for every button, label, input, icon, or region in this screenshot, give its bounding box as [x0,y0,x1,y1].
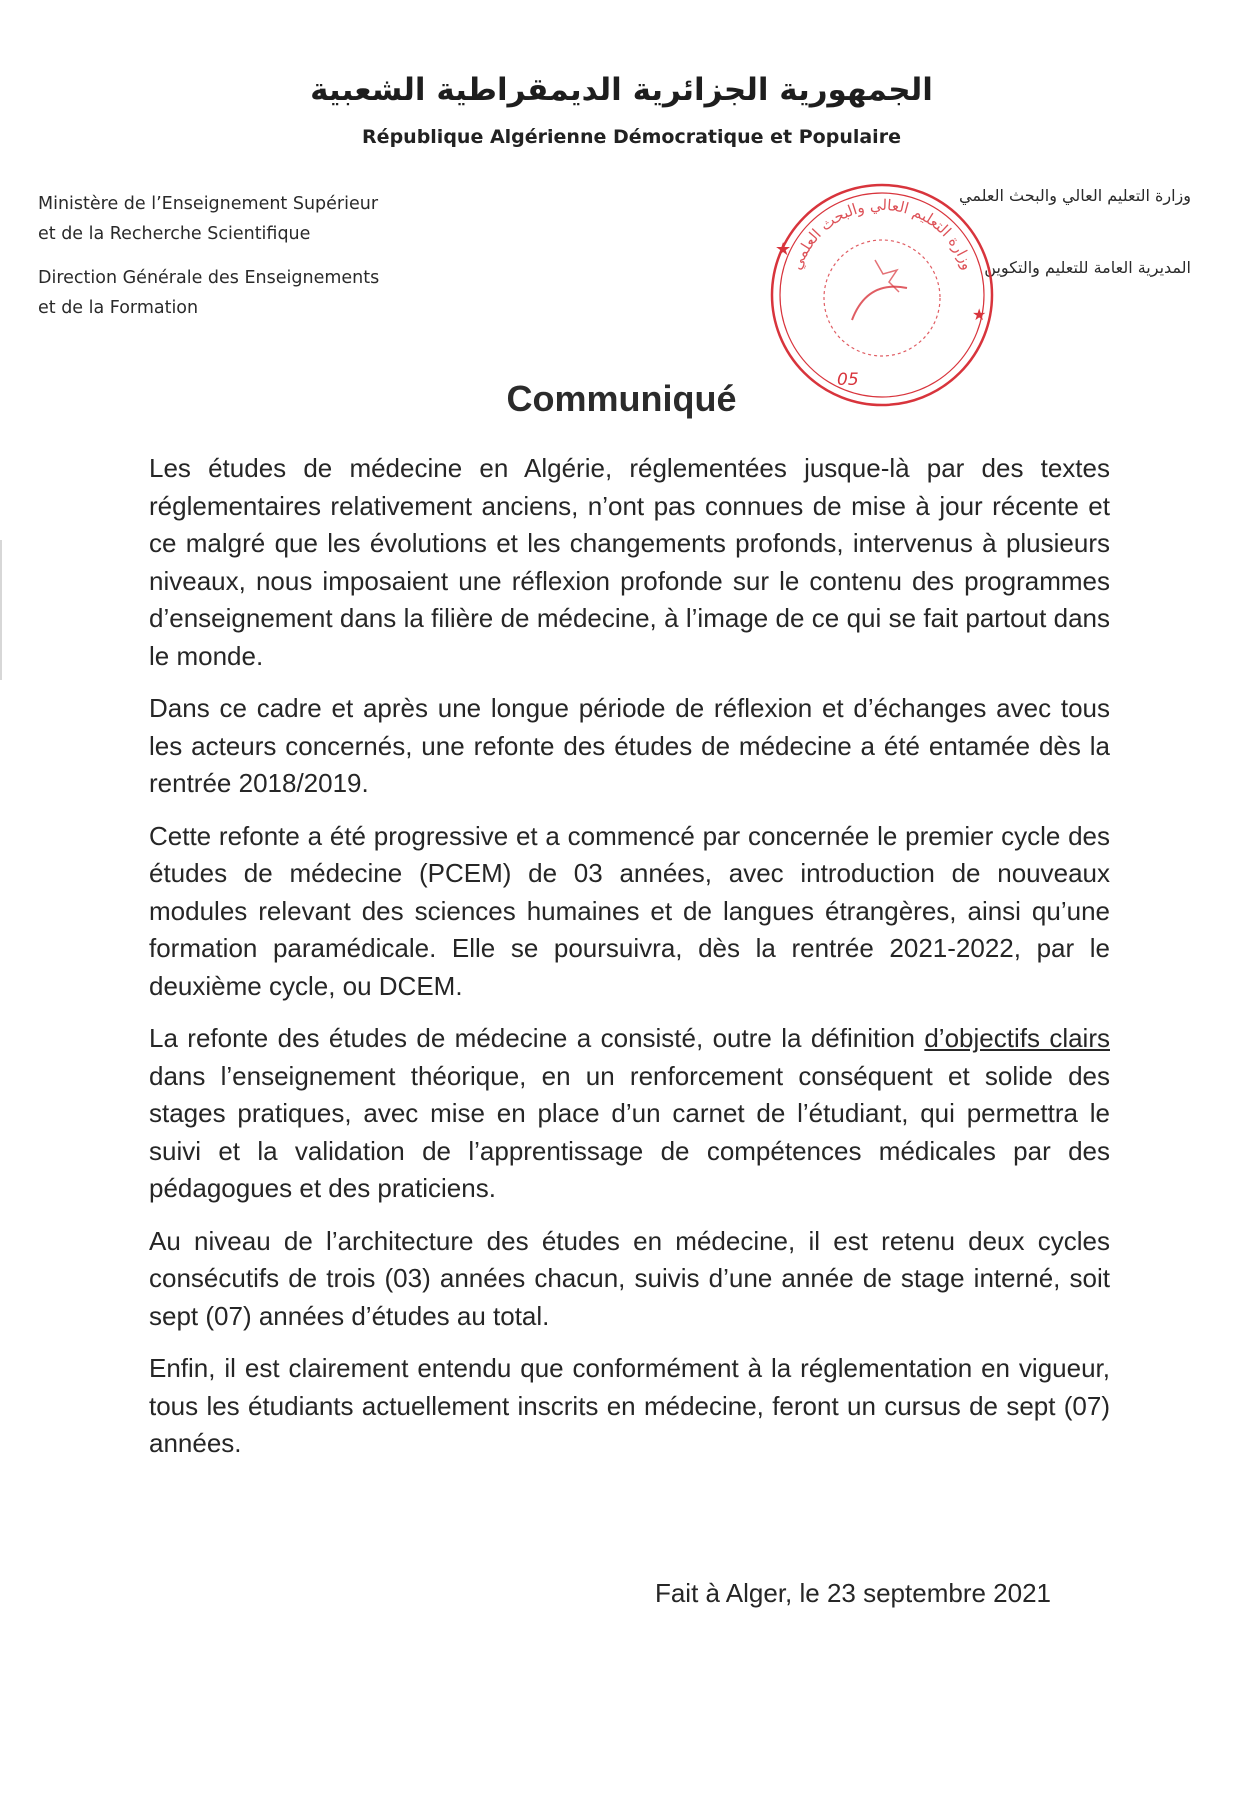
star-icon: ★ [775,239,792,260]
ministry-french-block [38,189,458,323]
ministry-line: et de la Recherche Scientifique [38,224,311,244]
paragraph-1: Les études de médecine en Algérie, réglementées jusque-là par des textes réglementaires relativement anciens, n’ont pas connues de mise à jour récente et ce malgré que les évolutions et les changements profonds, intervenus à plusieurs niveaux, nous imposaient une réflexion profonde sur le contenu des programmes d’enseignement dans la filière de médecine, à l’image de ce qui se fait partout dans le monde. [149,453,1110,671]
stamp-inner-ring [780,193,987,397]
paragraph-3: Cette refonte a été progressive et a commencé par concernée le premier cycle des études de médecine (PCEM) de 03 années, avec introduction de nouveaux modules relevant des sciences humaines et de langues étrangères, ainsi qu’une formation paramédicale. Elle se poursuivra, dès la rentrée 2021-2022, par le deuxième cycle, ou DCEM. [149,820,1110,1001]
star-icon: ★ [972,305,987,324]
stamp-emblem-ring [824,240,940,356]
direction-line: et de la Formation [38,298,199,318]
underlined-objectives: d’objectifs clairs [924,1023,1110,1053]
paragraph-4-end: dans l’enseignement théorique, en un renforcement conséquent et solide des stages pratiques, avec mise en place d’un carnet de l’étudiant, qui permettra le suivi et la validation de l’apprentissage de compétences médicales par des pédagogues et des praticiens. [149,1060,1110,1203]
paragraph-5: Au niveau de l’architecture des études en médecine, il est retenu deux cycles consécutifs de trois (03) années chacun, suivis d’une année de stage interné, soit sept (07) années d’études au total. [149,1225,1110,1331]
stamp-text: وزارة التعليم العالي والبحث العلمي [787,195,977,273]
stamp-number: 05 [837,370,859,390]
arabic-republic-title: الجمهورية الجزائرية الديمقراطية الشعبية [310,72,933,108]
paragraph-6: Enfin, il est clairement entendu que conformément à la réglementation en vigueur, tous les étudiants actuellement inscrits en médecine, feront un cursus de sept (07) années. [149,1353,1110,1458]
paragraph-2: Dans ce cadre et après une longue période de réflexion et d’échanges avec tous les acteurs concernés, une refonte des études de médecine a été entamée dès la rentrée 2018/2019. [149,693,1110,798]
paragraph-4-start: La refonte des études de médecine a consisté, outre la définition [149,1023,915,1053]
place-date-signature: Fait à Alger, le 23 septembre 2021 [654,1578,1051,1608]
scan-edge-mark [0,540,2,680]
french-republic-title: République Algérienne Démocratique et Populaire [362,126,901,148]
stamp-outer-ring [772,185,992,405]
ministry-line: Ministère de l’Enseignement Supérieur [38,194,379,214]
direction-line: Direction Générale des Enseignements [38,268,380,288]
ministry-arabic-line: وزارة التعليم العالي والبحث العلمي [959,186,1191,205]
communique-body [149,450,1110,1478]
communique-title: Communiqué [506,378,737,419]
paragraph-4 [149,1020,1110,1208]
direction-arabic-line: المديرية العامة للتعليم والتكوين [984,258,1191,277]
